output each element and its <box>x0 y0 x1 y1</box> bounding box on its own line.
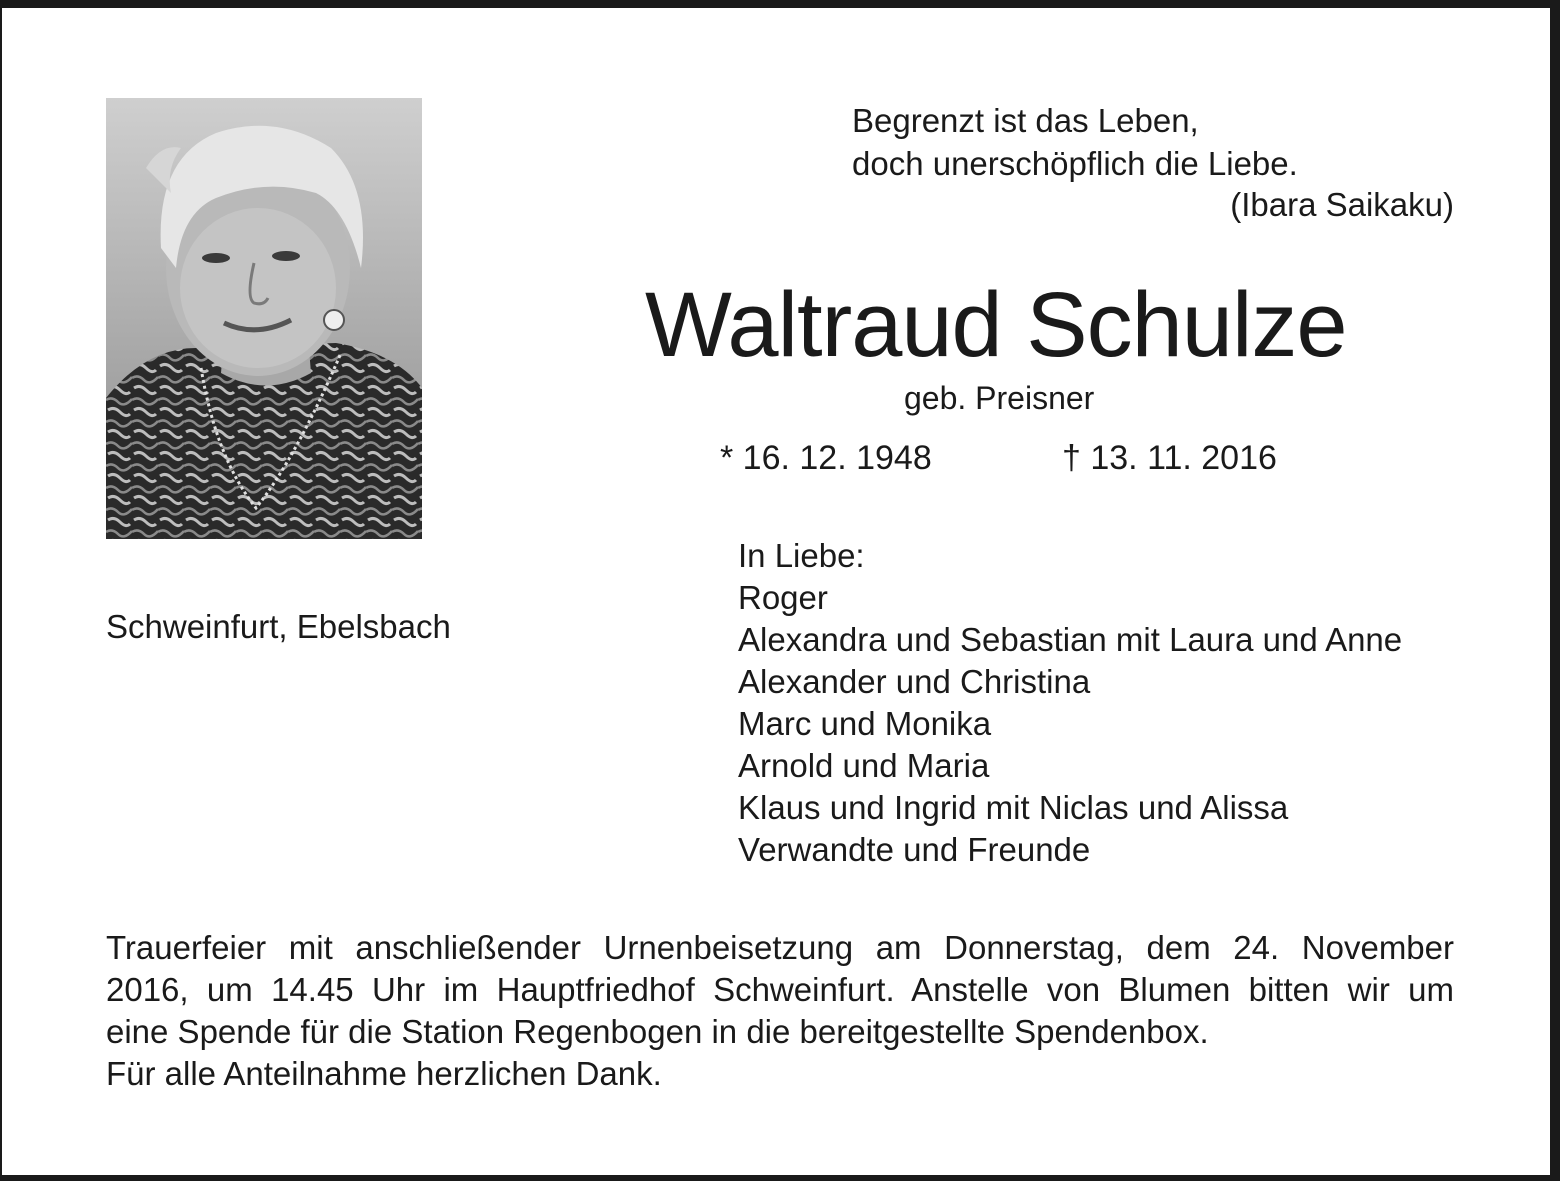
maiden-name: geb. Preisner <box>904 380 1095 416</box>
notice-line: 2016, um 14.45 Uhr im Hauptfriedhof Schweinfurt. Anstelle von Blumen bitten wir um <box>106 971 1454 1008</box>
death-date: † 13. 11. 2016 <box>1062 439 1277 477</box>
deceased-name: Waltraud Schulze <box>645 274 1347 376</box>
quote <box>852 99 1298 185</box>
funeral-notice <box>106 927 1454 1095</box>
mourner-entry: Marc und Monika <box>738 705 992 742</box>
mourners-heading: In Liebe: <box>738 537 865 574</box>
mourners-list <box>738 535 1402 871</box>
quote-author: (Ibara Saikaku) <box>1230 186 1454 223</box>
location: Schweinfurt, Ebelsbach <box>106 608 451 645</box>
mourner-entry: Alexander und Christina <box>738 663 1091 700</box>
notice-line: Für alle Anteilnahme herzlichen Dank. <box>106 1055 662 1092</box>
portrait-photo <box>106 98 422 539</box>
notice-line: eine Spende für die Station Regenbogen in die bereitgestellte Spendenbox. <box>106 1013 1209 1050</box>
quote-line-2: doch unerschöpflich die Liebe. <box>852 145 1298 182</box>
birth-date: * 16. 12. 1948 <box>720 439 932 477</box>
notice-line: Trauerfeier mit anschließender Urnenbeisetzung am Donnerstag, dem 24. November <box>106 929 1454 966</box>
mourner-entry: Roger <box>738 579 828 616</box>
mourner-entry: Klaus und Ingrid mit Niclas und Alissa <box>738 789 1289 826</box>
mourner-entry: Alexandra und Sebastian mit Laura und Anne <box>738 621 1403 658</box>
mourner-entry: Verwandte und Freunde <box>738 831 1091 868</box>
mourner-entry: Arnold und Maria <box>738 747 990 784</box>
quote-line-1: Begrenzt ist das Leben, <box>852 102 1199 139</box>
